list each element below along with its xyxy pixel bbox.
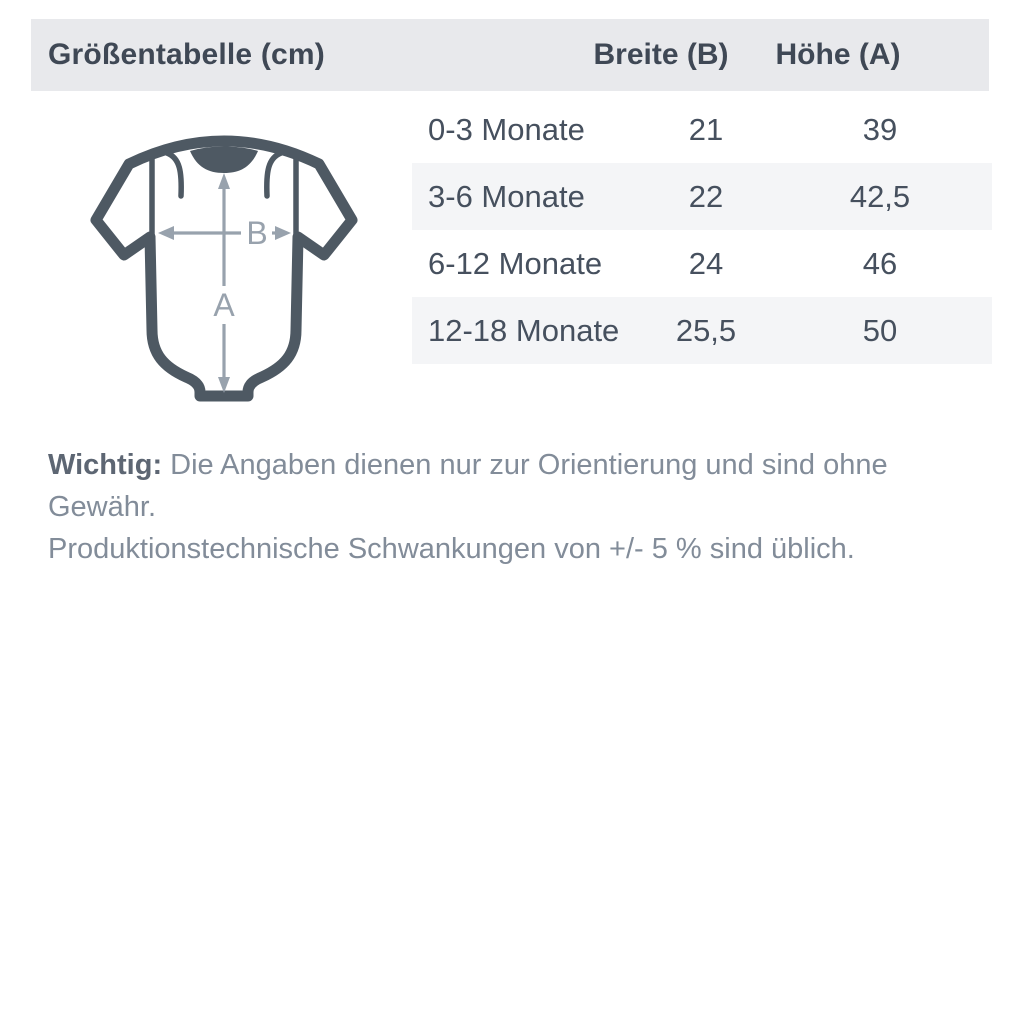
breite-value: 22 [688, 178, 724, 214]
disclaimer-line-1-text: Die Angaben dienen nur zur Orientierung und sind ohne Gewähr. [48, 449, 888, 523]
disclaimer-note [48, 444, 978, 570]
disclaimer-bold-prefix: Wichtig: [48, 449, 163, 481]
disclaimer-line-2: Produktionstechnische Schwankungen von +/- 5 % sind üblich. [48, 533, 855, 565]
size-label: 6-12 Monate [428, 245, 603, 281]
table-row [412, 230, 992, 297]
disclaimer-line-1 [48, 444, 978, 528]
table-row [412, 163, 992, 230]
size-label: 12-18 Monate [428, 312, 620, 348]
size-chart-title: Größentabelle (cm) [48, 38, 325, 71]
breite-value: 25,5 [675, 312, 737, 348]
size-label: 0-3 Monate [428, 111, 585, 147]
hoehe-value: 50 [862, 312, 898, 348]
size-chart-header [31, 19, 989, 91]
table-row [412, 96, 992, 163]
bodysuit-diagram-icon [85, 125, 370, 410]
hoehe-value: 46 [862, 245, 898, 281]
size-table [412, 96, 992, 364]
column-header-hoehe: Höhe (A) [775, 38, 901, 71]
breite-value: 21 [688, 111, 724, 147]
column-header-breite: Breite (B) [593, 38, 729, 71]
breite-value: 24 [688, 245, 724, 281]
height-label: A [213, 287, 235, 323]
width-label: B [246, 215, 268, 251]
hoehe-value: 42,5 [849, 178, 911, 214]
hoehe-value: 39 [862, 111, 898, 147]
table-row [412, 297, 992, 364]
size-label: 3-6 Monate [428, 178, 585, 214]
